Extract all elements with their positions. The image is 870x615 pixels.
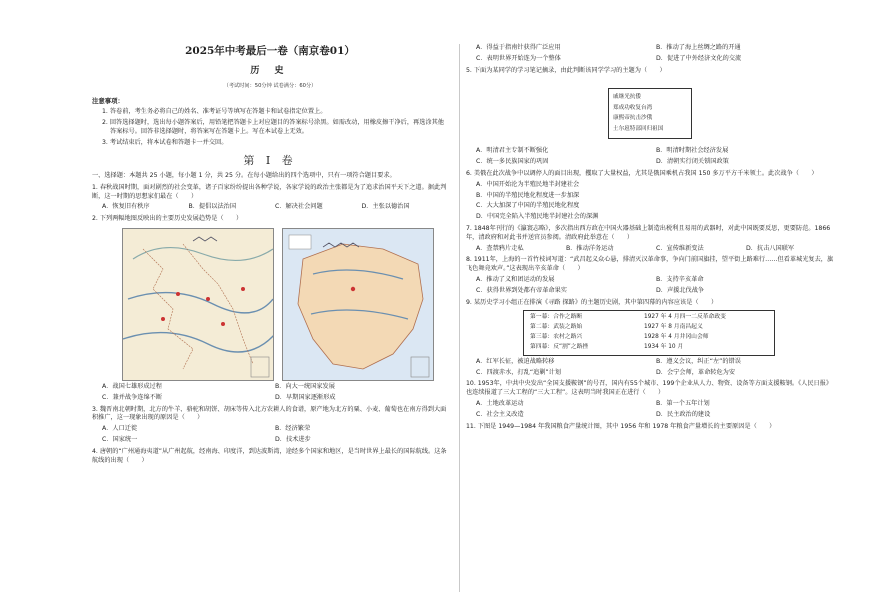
option[interactable]: C．解决社会问题 [275,203,323,211]
notice-item: 1. 答卷前，考生务必将自己的姓名、准考证号等填写在答题卡和试卷指定位置上。 [102,108,327,116]
option[interactable]: A．恢复旧有秩序 [102,203,150,211]
question-stem: 6. 美俄在此次战争中以调停人的面目出现，攫取了大量权益，尤其是俄国乘机占我国 150 多万平方千米领土。此次战争（ ） [466,169,818,177]
options-grid [466,44,836,64]
option[interactable]: C．宣传维新变法 [656,244,704,252]
table-cell: 第四幕：反“割”之路挫 [530,343,589,350]
exam-title: 2025年中考最后一卷（南京卷01） [185,45,355,57]
note-item: 郑成功收复台湾 [613,104,653,111]
option[interactable]: C．兼并战争连绵不断 [102,393,163,401]
option[interactable]: A．得益于指南针获得广泛应用 [476,44,561,51]
options-grid [92,425,448,445]
table-cell: 第二幕：武装之路始 [530,324,583,331]
table-cell: 1927 年 8 月南昌起义 [644,324,703,331]
option[interactable]: C．社会主义改造 [476,410,524,418]
table-cell: 第三幕：农村之路兴 [530,334,583,341]
map-qin-unification [282,228,434,381]
option[interactable]: D．技术进步 [275,435,311,443]
notice-item: 2. 回答选择题时，选出每小题答案后，用铅笔把答题卡上对应题目的答案标号涂黑。如需改动，用橡皮擦干净后，再选涂其他答案标号。回答非选择题时，将答案写在答题卡上。写在本试卷上无效。 [102,118,444,135]
option[interactable]: D．早期国家逐渐形成 [275,393,336,401]
table-cell: 1927 年 4 月四一二反革命政变 [644,314,726,321]
note-item: 戚继光抗倭 [613,94,641,100]
option[interactable]: D．清朝实行闭关锁国政策 [656,158,729,166]
options-row [466,245,836,254]
table-cell: 第一幕：合作之路断 [530,314,583,321]
option[interactable]: A．人口迁徙 [102,425,138,433]
options-grid [466,276,836,296]
question-stem: 2. 下列两幅地图反映出的主要历史发展趋势是（ ） [92,215,243,223]
option[interactable]: B．中国的半殖民地化程度进一步加深 [476,191,580,199]
note-item: 土尔扈特部回归祖国 [613,125,664,132]
option[interactable]: A．查禁鸦片走私 [476,244,524,252]
option[interactable]: D．抗击八国联军 [746,244,795,252]
options-grid [92,383,448,403]
option[interactable]: B．经济繁荣 [275,425,311,433]
question-stem: 10. 1953年，中共中央发出“全国支援鞍钢”的号召，国内有55个城市、199个企业从人力、物资、设备等方面支援鞍钢。《人民日报》也连续报道了三大工程的“三大工程”。这表明当时我国正在进行（ ） [466,380,833,397]
option[interactable]: B．明清时期社会经济发展 [656,147,729,155]
option[interactable]: D．会宁会师，革命转危为安 [656,368,736,376]
volume-heading: 第 I 卷 [243,154,297,168]
table-row [530,343,768,353]
table-cell: 1928 年 4 月井冈山会师 [644,334,709,341]
notice-heading: 注意事项： [92,97,124,106]
option[interactable]: D．民主政治的建设 [656,410,711,418]
option[interactable]: D．中国完全陷入半殖民地半封建社会的深渊 [476,213,599,221]
option[interactable]: B．遵义会议，纠正“左”的错误 [656,357,741,365]
question-stem: 3. 魏晋南北朝时期，北方的牛羊、骆驼和胡饼、胡床等传入北方农耕人的食谱，原产地为北方的粟、小麦、葡萄也在南方得到大面积推广，这一现象出现的原因是（ ） [92,405,447,422]
table-row [530,333,768,343]
option[interactable]: C．国家统一 [102,435,138,443]
option[interactable]: C．四渡赤水，打乱“追剿”计划 [476,368,561,376]
question-stem: 4. 唐朝的“广州通海夷道”从广州起航，经南海、印度洋，到达波斯湾，途经多个国家和地区，是当时世界上最长的国际航线。这条航线的出现（ ） [92,447,447,464]
option[interactable]: B．第一个五年计划 [656,399,710,407]
maps-figure [92,228,448,381]
option[interactable]: D．促进了中外经济文化的交流 [656,54,742,62]
option[interactable]: C．统一多民族国家的巩固 [476,158,549,166]
study-notes-box [608,88,692,139]
play-scenes-table [523,310,775,355]
option[interactable]: C．获得世界到处都有帝革命果实 [476,286,567,294]
option[interactable]: A．战国七雄形成过程 [102,382,162,390]
table-cell: 1934 年 10 月 [644,343,684,350]
option[interactable]: A．土地改革运动 [476,399,524,407]
option[interactable]: B．推动洋务运动 [566,244,614,252]
options-grid [466,147,836,167]
column-divider [459,44,460,592]
question-stem: 8. 1911年，上海的一首竹枝词写道：“武昌起义众心悬，排清灭汉革命事，争向门前国旗挂，望平街上路难行……但看革城光复去，旗飞色舞竟欢声。”这表现出辛亥革命（ ） [466,256,834,273]
question-stem: 1. 春秋战国时期，面对剧烈的社会变革，诸子百家纷纷提出各种学说，各家学说的政治主张都是为了追求治国平天下之道。据此判断，这一时期的思想家们最在（ ） [92,183,447,200]
exam-meta: （考试时间：50分钟 试卷满分：60分） [223,82,317,89]
option[interactable]: B．推动了海上丝绸之路的开通 [656,44,741,51]
notice-item: 3. 考试结束后，将本试卷和答题卡一并交回。 [102,138,228,146]
map-illustration-right [283,229,434,381]
option[interactable]: B．支持辛亥革命 [656,275,704,283]
map-illustration-left [123,229,274,381]
question-stem: 7. 1848年刊行的《瀛寰志略》，多次指出西方政在中国火器基础上制造出税利且易用的武器时，对此中国既要反思，更要防范。1866年，清政府和对此书并送官员参阅。清政府此举意在（ ） [466,224,831,241]
option[interactable]: A．推动了义和团运动的发展 [476,275,555,283]
option[interactable]: B．向大一统国家发展 [275,382,335,390]
options-row [92,203,448,212]
exam-subject: 历 史 [250,65,290,76]
options-grid [466,400,836,420]
map-warring-states [122,228,274,381]
options-grid [466,358,836,378]
table-row [530,313,768,323]
option[interactable]: C．表明世界开始连为一个整体 [476,54,561,62]
option[interactable]: A．中国开始沦为半殖民地半封建社会 [476,180,580,188]
note-item: 康熙帝抗击沙俄 [613,115,653,122]
left-column [92,44,448,465]
option[interactable]: B．提倡以法治国 [188,203,237,211]
question-stem: 9. 某历史学习小组正在排演《寻路 探路》的主题历史剧，其中第四幕的内容应该是（ ） [466,298,718,306]
option[interactable]: D．主张以德治国 [361,203,410,211]
question-stem: 11. 下图是 1949—1984 年我国粮食产量统计图，其中 1956 年和 1978 年粮食产量增长的主要原因是（ ） [466,422,776,430]
options-column [466,181,836,222]
option[interactable]: A．红军长征，被迫战略转移 [476,357,555,365]
table-row [530,323,768,333]
option[interactable]: A．明清君主专制不断强化 [476,147,549,155]
option[interactable]: D．声援北伐战争 [656,286,705,294]
question-stem: 5. 下面为某同学的学习笔记摘录，由此判断该同学学习的主题为（ ） [466,66,666,74]
section-intro: 一、选择题：本题共 25 小题，每小题 1 分，共 25 分。在每小题给出的四个选项中，只有一项符合题目要求。 [92,171,396,179]
option[interactable]: C．大大加深了中国的半殖民地化程度 [476,202,580,210]
